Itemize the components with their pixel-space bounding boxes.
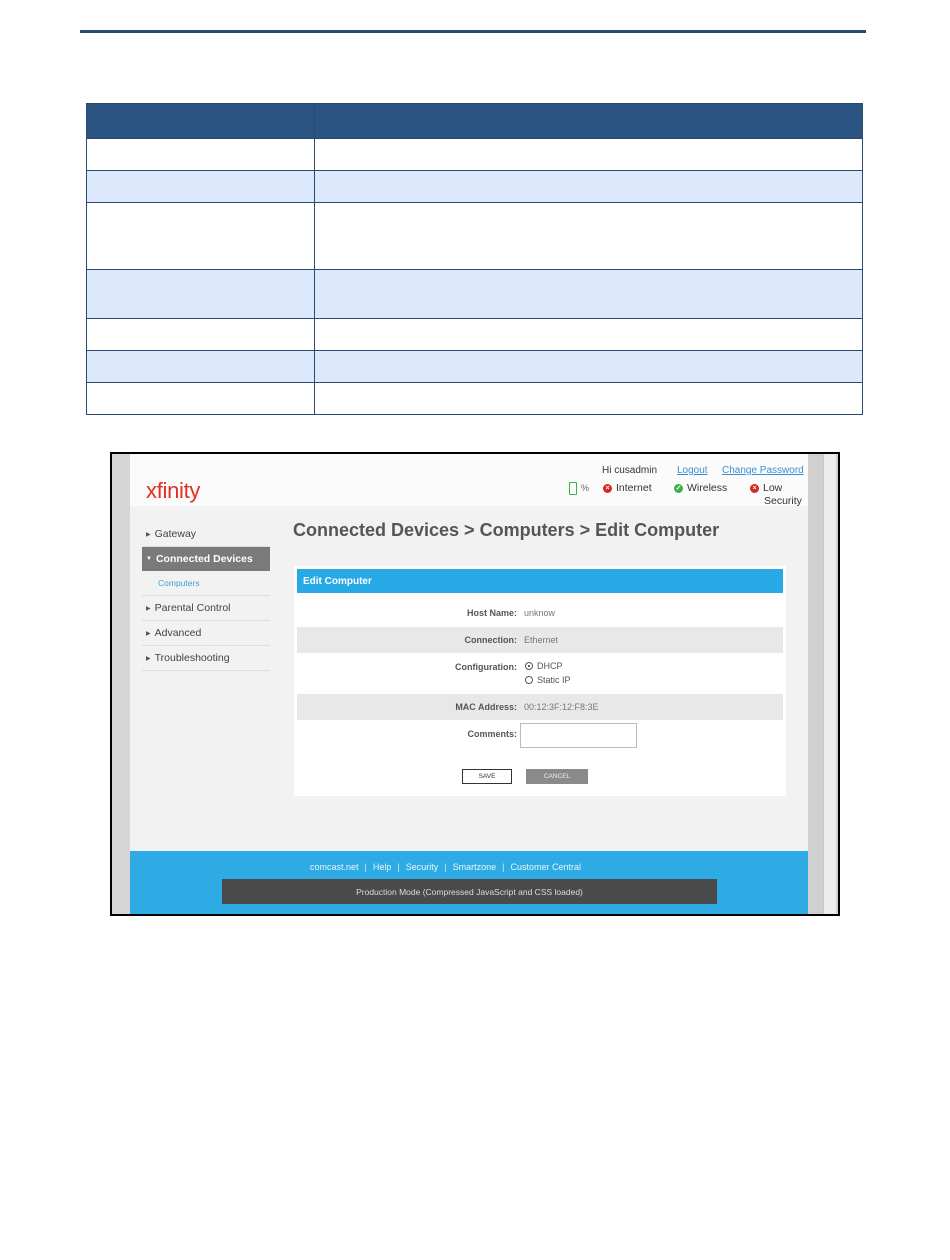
page-title: Connected Devices > Computers > Edit Computer (293, 520, 720, 540)
wireless-status-label: Wireless (687, 482, 728, 494)
logout-link[interactable]: Logout (677, 465, 708, 476)
comments-textarea[interactable] (520, 723, 637, 748)
error-icon: × (750, 484, 759, 493)
change-password-link[interactable]: Change Password (722, 465, 804, 476)
security-status[interactable] (750, 482, 782, 494)
footer-separator: | (444, 862, 447, 872)
table-cell (87, 139, 315, 171)
sidebar-subitem-computers[interactable]: Computers (142, 571, 270, 596)
table-cell (315, 139, 863, 171)
router-ui-screenshot (110, 452, 840, 916)
footer-separator: | (502, 862, 505, 872)
internet-status[interactable] (603, 482, 652, 494)
radio-unselected-icon[interactable] (525, 676, 533, 684)
radio-selected-icon[interactable] (525, 662, 533, 670)
table-cell (87, 351, 315, 383)
table-cell (87, 203, 315, 270)
footer (130, 851, 808, 914)
table-cell (315, 351, 863, 383)
parameter-table (86, 103, 863, 415)
sidebar-item-advanced[interactable] (142, 621, 270, 646)
chevron-down-icon: ▼ (146, 556, 152, 562)
chevron-right-icon: ▶ (146, 655, 151, 662)
top-rule (80, 30, 866, 33)
browser-left-gutter (112, 454, 130, 914)
footer-separator: | (364, 862, 367, 872)
dhcp-radio-label: DHCP (537, 661, 563, 671)
table-row (87, 351, 863, 383)
production-mode-banner: Production Mode (Compressed JavaScript and CSS loaded) (222, 879, 717, 904)
dhcp-radio[interactable] (525, 661, 563, 671)
internet-status-label: Internet (616, 482, 652, 494)
wireless-status[interactable] (674, 482, 727, 494)
sidebar-item-label: Gateway (154, 528, 197, 540)
table-cell (315, 383, 863, 415)
table-cell (87, 171, 315, 203)
static-ip-radio[interactable] (525, 675, 571, 685)
footer-link-security[interactable]: Security (405, 862, 439, 872)
static-ip-radio-label: Static IP (537, 675, 571, 685)
sidebar-item-label: Advanced (154, 627, 202, 639)
security-status-label-2: Security (764, 495, 802, 507)
table-row (87, 203, 863, 270)
error-icon: × (603, 484, 612, 493)
sidebar-item-parental-control[interactable] (142, 596, 270, 621)
check-icon: ✓ (675, 484, 682, 492)
host-name-label: Host Name: (466, 608, 517, 618)
connection-value: Ethernet (524, 635, 559, 645)
security-status-label: Low (763, 482, 783, 494)
table-cell (315, 171, 863, 203)
footer-link-help[interactable]: Help (372, 862, 392, 872)
table-row (87, 319, 863, 351)
xfinity-logo[interactable]: xfinity (146, 478, 201, 503)
footer-separator: | (397, 862, 400, 872)
footer-link-comcast[interactable]: comcast.net (310, 862, 359, 872)
mac-address-label: MAC Address: (455, 702, 517, 712)
sidebar-item-label: Troubleshooting (154, 652, 230, 664)
sidebar-item-connected-devices[interactable] (142, 547, 270, 571)
table-header-cell-1 (87, 104, 315, 139)
save-button[interactable]: SAVE (462, 769, 512, 784)
sidebar-nav (142, 522, 270, 671)
edit-computer-panel (294, 566, 786, 796)
footer-link-customer-central[interactable]: Customer Central (510, 862, 581, 872)
table-row (87, 171, 863, 203)
configuration-row (297, 654, 783, 694)
cancel-button[interactable]: CANCEL (526, 769, 588, 784)
mac-address-value: 00:12:3F:12:F8:3E (524, 702, 599, 712)
table-cell (315, 203, 863, 270)
footer-links (310, 862, 581, 872)
scrollbar[interactable] (808, 454, 838, 914)
sidebar-item-label: Parental Control (154, 602, 231, 614)
battery-percent: % (581, 483, 590, 493)
comments-label: Comments: (467, 729, 517, 739)
table-row (87, 139, 863, 171)
table-cell (315, 319, 863, 351)
host-name-value: unknow (524, 608, 556, 618)
panel-title: Edit Computer (297, 569, 783, 593)
table-row (87, 383, 863, 415)
header-area (130, 454, 808, 506)
host-name-row (297, 600, 783, 626)
footer-link-smartzone[interactable]: Smartzone (452, 862, 497, 872)
battery-icon (569, 482, 577, 495)
chevron-right-icon: ▶ (146, 605, 151, 612)
chevron-right-icon: ▶ (146, 630, 151, 637)
sidebar-item-gateway[interactable] (142, 522, 270, 547)
greeting-text: Hi cusadmin (602, 465, 658, 476)
table-row (87, 270, 863, 319)
table-cell (87, 319, 315, 351)
table-cell (315, 270, 863, 319)
scrollbar-track[interactable] (823, 454, 836, 914)
table-header-row (87, 104, 863, 139)
connection-label: Connection: (464, 635, 517, 645)
mac-address-row (297, 694, 783, 720)
table-cell (87, 270, 315, 319)
chevron-right-icon: ▶ (146, 531, 151, 538)
connection-row (297, 627, 783, 653)
sidebar-item-label: Connected Devices (155, 553, 253, 565)
configuration-label: Configuration: (455, 662, 517, 672)
sidebar-item-troubleshooting[interactable] (142, 646, 270, 671)
table-cell (87, 383, 315, 415)
table-header-cell-2 (315, 104, 863, 139)
